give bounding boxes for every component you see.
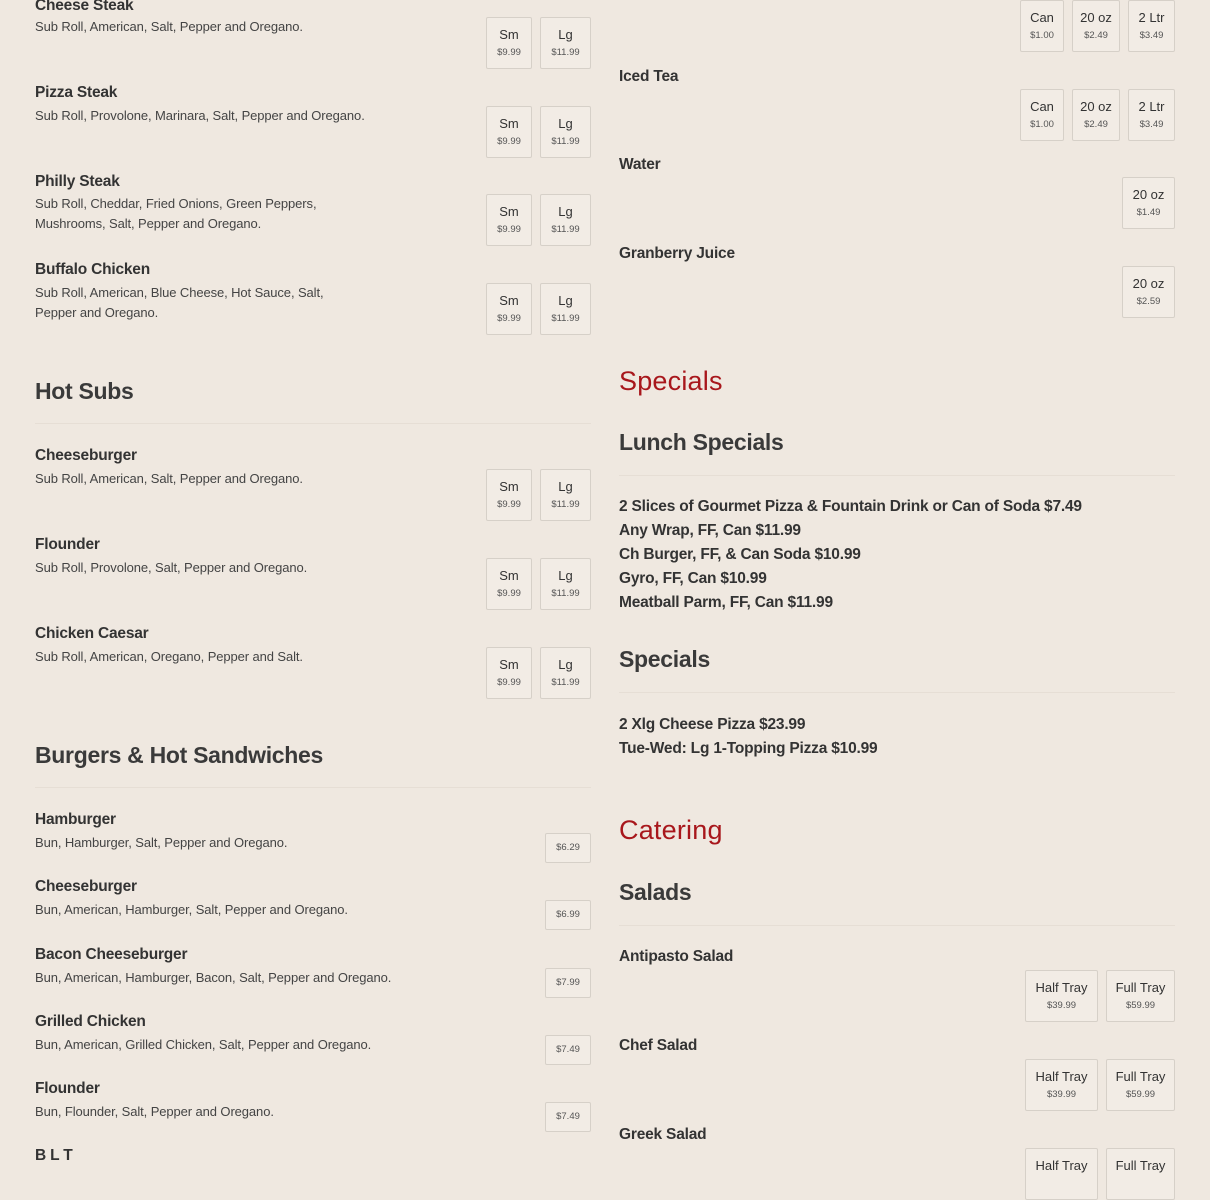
item-description: Sub Roll, Provolone, Salt, Pepper and Oregano. [35,560,308,575]
item-name: Hamburger [35,811,116,828]
size-20oz-button[interactable]: 20 oz $2.59 [1122,266,1175,318]
price-button[interactable]: $7.99 [545,968,591,998]
size-half-tray-button[interactable]: Half Tray [1025,1148,1098,1200]
price-options [478,647,591,699]
size-sm-button[interactable]: Sm $9.99 [486,283,532,335]
size-half-tray-button[interactable]: Half Tray $39.99 [1025,1059,1098,1111]
group-title-catering: Catering [619,815,723,845]
price-options [1114,266,1175,318]
special-line: 2 Slices of Gourmet Pizza & Fountain Drink or Can of Soda $7.49 [619,498,1082,515]
price-options [537,1035,591,1065]
size-20oz-button[interactable]: 20 oz $1.49 [1122,177,1175,229]
item-description: Sub Roll, Cheddar, Fried Onions, Green Peppers, Mushrooms, Salt, Pepper and Oregano. [35,196,317,231]
item-name: Philly Steak [35,173,120,190]
item-name: Bacon Cheeseburger [35,946,188,963]
item-description: Sub Roll, American, Blue Cheese, Hot Sauce, Salt, Pepper and Oregano. [35,285,324,320]
price-options [537,1102,591,1132]
section-title-specials: Specials [619,646,710,672]
special-line: Any Wrap, FF, Can $11.99 [619,522,801,539]
size-lg-button[interactable]: Lg $11.99 [540,558,591,610]
section-divider [619,692,1175,693]
section-divider [619,925,1175,926]
item-description: Bun, Flounder, Salt, Pepper and Oregano. [35,1104,274,1119]
price-options [478,283,591,335]
size-lg-button[interactable]: Lg $11.99 [540,647,591,699]
size-sm-button[interactable]: Sm $9.99 [486,106,532,158]
size-sm-button[interactable]: Sm $9.99 [486,558,532,610]
price-options [1017,970,1175,1022]
item-name: Cheeseburger [35,878,137,895]
size-lg-button[interactable]: Lg $11.99 [540,17,591,69]
special-line: Meatball Parm, FF, Can $11.99 [619,594,833,611]
price-options [478,194,591,246]
special-line: Gyro, FF, Can $10.99 [619,570,767,587]
price-button[interactable]: $6.99 [545,900,591,930]
size-lg-button[interactable]: Lg $11.99 [540,194,591,246]
section-divider [35,423,591,424]
price-button[interactable]: $7.49 [545,1102,591,1132]
price-options [478,106,591,158]
size-2ltr-button[interactable]: 2 Ltr $3.49 [1128,0,1175,52]
price-options [478,469,591,521]
group-title-specials: Specials [619,366,723,396]
size-20oz-button[interactable]: 20 oz $2.49 [1072,89,1120,141]
item-description: Sub Roll, American, Salt, Pepper and Oregano. [35,19,303,34]
price-button[interactable]: $7.49 [545,1035,591,1065]
item-name: Pizza Steak [35,84,118,101]
item-name: B L T [35,1147,73,1164]
item-name: Chef Salad [619,1037,698,1054]
size-sm-button[interactable]: Sm $9.99 [486,17,532,69]
item-description: Sub Roll, American, Oregano, Pepper and Salt. [35,649,303,664]
item-name: Buffalo Chicken [35,261,150,278]
price-options [537,968,591,998]
section-divider [35,787,591,788]
size-2ltr-button[interactable]: 2 Ltr $3.49 [1128,89,1175,141]
size-full-tray-button[interactable]: Full Tray $59.99 [1106,1059,1175,1111]
item-description: Bun, American, Hamburger, Salt, Pepper and Oregano. [35,902,348,917]
special-line: 2 Xlg Cheese Pizza $23.99 [619,716,806,733]
price-options [537,900,591,930]
section-title-salads: Salads [619,879,692,905]
price-options [1012,0,1175,52]
item-name: Granberry Juice [619,245,735,262]
size-sm-button[interactable]: Sm $9.99 [486,194,532,246]
section-title-hot-subs: Hot Subs [35,378,134,404]
size-sm-button[interactable]: Sm $9.99 [486,647,532,699]
price-options [478,558,591,610]
size-full-tray-button[interactable]: Full Tray $59.99 [1106,970,1175,1022]
price-options [478,17,591,69]
size-lg-button[interactable]: Lg $11.99 [540,283,591,335]
item-name: Cheeseburger [35,447,137,464]
section-title-burgers: Burgers & Hot Sandwiches [35,742,324,768]
item-name: Iced Tea [619,68,679,85]
item-description: Sub Roll, Provolone, Marinara, Salt, Pepper and Oregano. [35,108,365,123]
item-description: Bun, American, Grilled Chicken, Salt, Pepper and Oregano. [35,1037,372,1052]
item-name: Antipasto Salad [619,948,734,965]
size-half-tray-button[interactable]: Half Tray $39.99 [1025,970,1098,1022]
size-lg-button[interactable]: Lg $11.99 [540,469,591,521]
price-options [1012,89,1175,141]
item-name: Flounder [35,536,100,553]
price-options [537,833,591,863]
size-full-tray-button[interactable]: Full Tray [1106,1148,1175,1200]
size-can-button[interactable]: Can $1.00 [1020,0,1064,52]
item-name: Grilled Chicken [35,1013,146,1030]
size-20oz-button[interactable]: 20 oz $2.49 [1072,0,1120,52]
item-name: Cheese Steak [35,0,134,14]
item-description: Sub Roll, American, Salt, Pepper and Oregano. [35,471,303,486]
special-line: Ch Burger, FF, & Can Soda $10.99 [619,546,861,563]
size-lg-button[interactable]: Lg $11.99 [540,106,591,158]
size-can-button[interactable]: Can $1.00 [1020,89,1064,141]
size-sm-button[interactable]: Sm $9.99 [486,469,532,521]
price-options [1017,1059,1175,1111]
item-name: Chicken Caesar [35,625,149,642]
item-name: Flounder [35,1080,100,1097]
price-options [1017,1148,1175,1200]
section-title-lunch-specials: Lunch Specials [619,429,784,455]
section-divider [619,475,1175,476]
price-options [1114,177,1175,229]
item-name: Water [619,156,661,173]
item-description: Bun, Hamburger, Salt, Pepper and Oregano. [35,835,288,850]
item-description: Bun, American, Hamburger, Bacon, Salt, Pepper and Oregano. [35,970,392,985]
price-button[interactable]: $6.29 [545,833,591,863]
item-name: Greek Salad [619,1126,707,1143]
special-line: Tue-Wed: Lg 1-Topping Pizza $10.99 [619,740,878,757]
